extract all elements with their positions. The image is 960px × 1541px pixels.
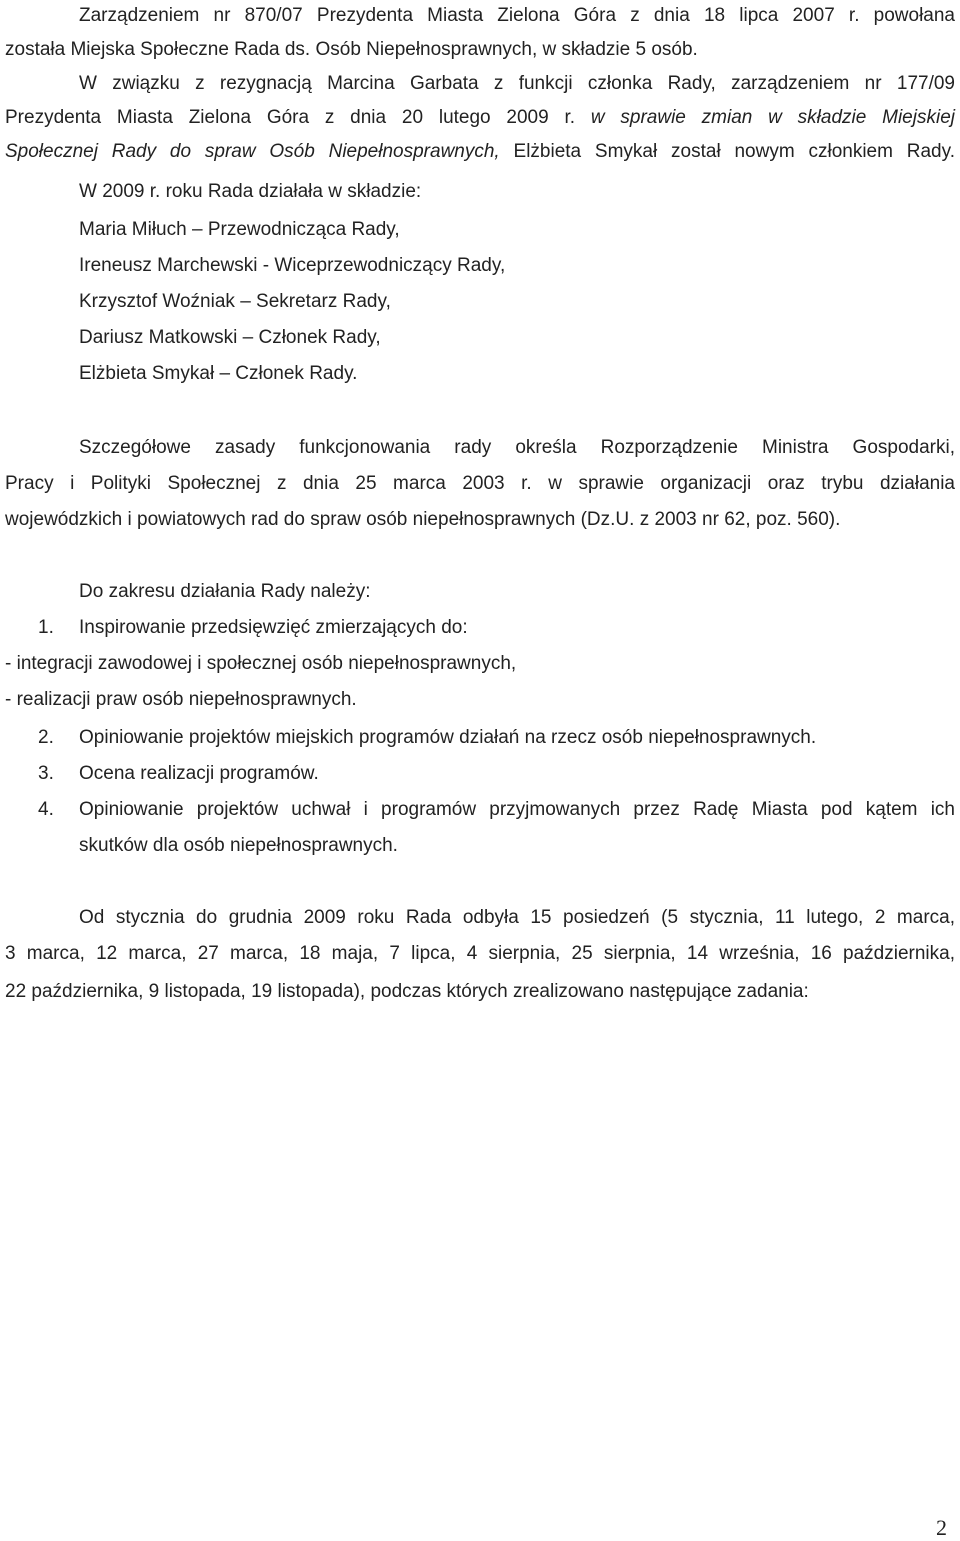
para3-line-1: Od stycznia do grudnia 2009 roku Rada odbyła 15 posiedzeń (5 stycznia, 11 lutego, 2 marca, bbox=[79, 907, 955, 928]
para3-line-3: 22 października, 9 listopada, 19 listopada), podczas których zrealizowano następujące zadania: bbox=[5, 981, 809, 1002]
para1-line-3: W związku z rezygnacją Marcina Garbata z funkcji członka Rady, zarządzeniem nr 177/09 bbox=[79, 73, 955, 94]
scope-item-1-number: 1. bbox=[38, 617, 54, 638]
scope-item-4-number: 4. bbox=[38, 799, 54, 820]
para1-line-4 bbox=[5, 106, 955, 130]
para1-line-6: W 2009 r. roku Rada działała w składzie: bbox=[79, 181, 422, 202]
scope-item-2: Opiniowanie projektów miejskich programów działań na rzecz osób niepełnosprawnych. bbox=[79, 727, 817, 748]
para1-line-4-text: Prezydenta Miasta Zielona Góra z dnia 20 lutego 2009 r. bbox=[5, 107, 591, 128]
member-item: Dariusz Matkowski – Członek Rady, bbox=[79, 327, 381, 348]
para1-line-1: Zarządzeniem nr 870/07 Prezydenta Miasta Zielona Góra z dnia 18 lipca 2007 r. powołana bbox=[79, 5, 955, 26]
page-number: 2 bbox=[936, 1515, 947, 1540]
scope-item-4-line-2: skutków dla osób niepełnosprawnych. bbox=[79, 835, 398, 856]
scope-heading: Do zakresu działania Rady należy: bbox=[79, 581, 371, 602]
scope-subitem-1: - integracji zawodowej i społecznej osób niepełnosprawnych, bbox=[5, 653, 517, 674]
member-item: Ireneusz Marchewski - Wiceprzewodniczący Rady, bbox=[79, 255, 506, 276]
para1-line-5-text: Elżbieta Smykał został nowym członkiem Rady. bbox=[499, 141, 955, 162]
para3-line-2: 3 marca, 12 marca, 27 marca, 18 maja, 7 lipca, 4 sierpnia, 25 sierpnia, 14 września, 16 października, bbox=[5, 943, 955, 964]
scope-item-4-line-1: Opiniowanie projektów uchwał i programów przyjmowanych przez Radę Miasta pod kątem ich bbox=[79, 799, 955, 820]
scope-item-3-number: 3. bbox=[38, 763, 54, 784]
member-item: Elżbieta Smykał – Członek Rady. bbox=[79, 363, 358, 384]
member-item: Krzysztof Woźniak – Sekretarz Rady, bbox=[79, 291, 391, 312]
para1-line-5 bbox=[5, 140, 955, 164]
member-item: Maria Miłuch – Przewodnicząca Rady, bbox=[79, 219, 400, 240]
para2-line-2: Pracy i Polityki Społecznej z dnia 25 marca 2003 r. w sprawie organizacji oraz trybu działania bbox=[5, 473, 955, 494]
scope-item-1: Inspirowanie przedsięwzięć zmierzających do: bbox=[79, 617, 468, 638]
scope-item-3: Ocena realizacji programów. bbox=[79, 763, 319, 784]
para2-line-1: Szczegółowe zasady funkcjonowania rady określa Rozporządzenie Ministra Gospodarki, bbox=[79, 437, 955, 458]
regulation-title-italic: w sprawie zmian w składzie Miejskiej bbox=[590, 107, 955, 128]
scope-subitem-2: - realizacji praw osób niepełnosprawnych. bbox=[5, 689, 357, 710]
scope-item-2-number: 2. bbox=[38, 727, 54, 748]
para1-line-2: została Miejska Społeczne Rada ds. Osób Niepełnosprawnych, w składzie 5 osób. bbox=[5, 39, 698, 60]
para2-line-3: wojewódzkich i powiatowych rad do spraw osób niepełnosprawnych (Dz.U. z 2003 nr 62, poz. 560). bbox=[5, 509, 841, 530]
regulation-title-italic-cont: Społecznej Rady do spraw Osób Niepełnosprawnych, bbox=[5, 141, 500, 162]
